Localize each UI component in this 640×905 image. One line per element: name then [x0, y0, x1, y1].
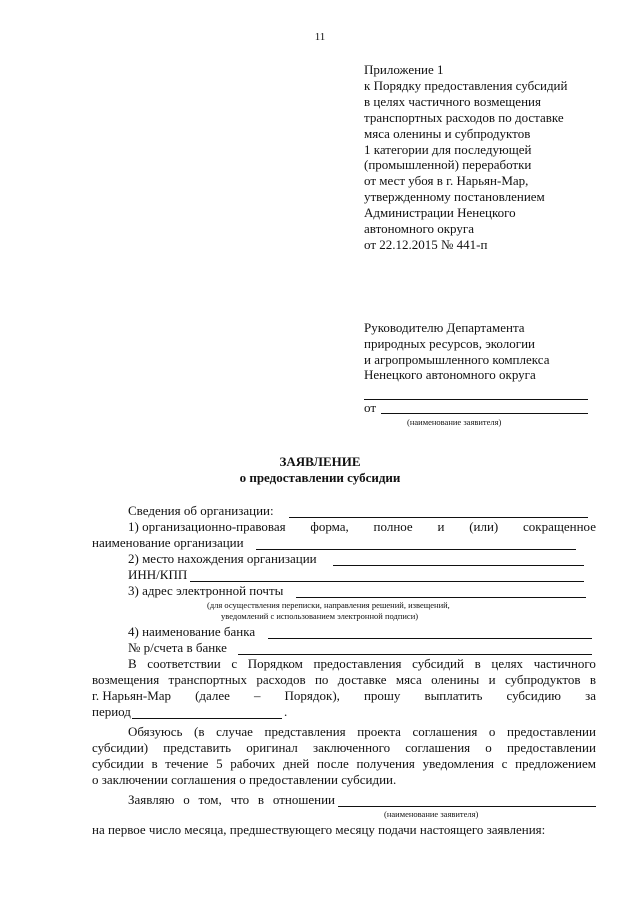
annex-line: к Порядку предоставления субсидий [364, 77, 568, 93]
word: дней [282, 756, 310, 771]
document-title: ЗАЯВЛЕНИЕ [279, 454, 361, 469]
word: частичного [533, 656, 596, 671]
org-item-2: 2) место нахождения организации [128, 551, 317, 566]
word: субпродуктов [504, 672, 581, 687]
para2-line1 [128, 724, 596, 740]
page-number: 11 [314, 31, 326, 43]
word: В [128, 656, 137, 671]
annex-line: (промышленной) переработки [364, 157, 532, 173]
period-label: период [92, 704, 131, 719]
annex-line: Приложение 1 [364, 62, 444, 77]
period-field[interactable] [132, 718, 282, 719]
word: в [589, 672, 596, 687]
annex-line: от 22.12.2015 № 441-п [364, 236, 488, 252]
word: получения [356, 756, 415, 771]
para3-line1 [128, 792, 335, 808]
word: оленины [431, 672, 480, 687]
word: представления [264, 724, 346, 739]
addressee-line: Ненецкого автономного округа [364, 367, 536, 383]
email-field[interactable] [296, 597, 586, 598]
word: с [501, 756, 508, 771]
word: том, [198, 792, 222, 807]
word: доставке [337, 672, 387, 687]
annex-line: 1 категории для последующей [364, 141, 532, 157]
word: в [257, 792, 265, 807]
word: за [585, 688, 596, 703]
word: транспортных [168, 672, 248, 687]
addressee-line: и агропромышленного комплекса [364, 351, 550, 367]
from-label: от [364, 400, 377, 415]
para1-line1 [128, 656, 596, 672]
word: мяса [395, 672, 422, 687]
inn-kpp-label: ИНН/КПП [128, 567, 188, 582]
annex-line: от мест убоя в г. Нарьян-Мар, [364, 173, 529, 189]
word: соглашения [405, 740, 471, 755]
org-item-3: 3) адрес электронной почты [128, 583, 284, 598]
document-subtitle: о предоставлении субсидии [239, 470, 401, 485]
word: субсидии) [92, 740, 149, 755]
annex-line: в целях частичного возмещения [364, 93, 541, 109]
word: (далее [195, 688, 230, 703]
period-end: . [284, 704, 288, 719]
word: предложением [515, 756, 596, 771]
word: субсидий [412, 656, 464, 671]
annex-line: утвержденному постановлением [364, 189, 545, 205]
word: Заявляю [128, 792, 175, 807]
word: о [488, 724, 496, 739]
word: уведомления [422, 756, 494, 771]
email-note-2: уведомлений с использованием электронной подписи) [221, 611, 419, 621]
addressee-line: природных ресурсов, экологии [364, 335, 535, 351]
applicant-caption-2: (наименование заявителя) [384, 809, 479, 819]
word: целях [491, 656, 524, 671]
para3-line2: на первое число месяца, предшествующего месяцу подачи настоящего заявления: [92, 822, 546, 837]
word: о [183, 792, 190, 807]
account-field[interactable] [238, 654, 592, 655]
word: предоставлении [506, 724, 596, 739]
account-label: № р/счета в банке [128, 640, 227, 655]
org-location-field[interactable] [333, 565, 584, 566]
annex-line: транспортных расходов по доставке [364, 109, 564, 125]
annex-line: Администрации Ненецкого [364, 205, 516, 221]
word: предоставлении [506, 740, 596, 755]
applicant-name-field[interactable] [381, 413, 588, 414]
word: возмещения [92, 672, 160, 687]
para2-line3 [92, 756, 596, 772]
annex-line: мяса оленины и субпродуктов [364, 125, 531, 141]
word: в [151, 756, 158, 771]
word: с [231, 656, 238, 671]
word: субсидию [506, 688, 562, 703]
addressee-blank-line[interactable] [364, 399, 588, 400]
word: Порядок), [284, 688, 340, 703]
word: сокращенное [523, 519, 596, 534]
applicant-field-2[interactable] [338, 806, 596, 807]
word: расходов [256, 672, 306, 687]
word: течение [165, 756, 209, 771]
word: в [474, 656, 481, 671]
email-note-1: (для осуществления переписки, направления решений, извещений, [207, 600, 450, 610]
org-item-4: 4) наименование банка [128, 624, 256, 639]
para1-line3 [92, 688, 596, 704]
annex-block [364, 62, 567, 253]
para2-line4: о заключении соглашения о предоставлении субсидии. [92, 772, 397, 787]
word: Обязуюсь [128, 724, 183, 739]
bank-name-field[interactable] [268, 638, 592, 639]
word: 1) организационно-правовая [128, 519, 286, 534]
para1-line2 [92, 672, 596, 688]
word: субсидии [92, 756, 144, 771]
org-item-1 [128, 519, 596, 535]
word: оригинал [246, 740, 298, 755]
word: Порядком [247, 656, 303, 671]
word: представить [163, 740, 232, 755]
word: случае [216, 724, 253, 739]
org-item-1-cont: наименование организации [92, 535, 244, 550]
word: 5 [216, 756, 223, 771]
org-name-field[interactable] [256, 549, 576, 550]
inn-kpp-field[interactable] [190, 581, 584, 582]
word: г. Нарьян-Мар [92, 688, 172, 703]
addressee-block [364, 320, 549, 383]
word: (в [194, 724, 205, 739]
word: выплатить [424, 688, 483, 703]
word: что [230, 792, 250, 807]
word: о [485, 740, 492, 755]
word: (или) [469, 519, 499, 534]
word: прошу [363, 688, 401, 703]
annex-line: автономного округа [364, 221, 474, 237]
word: отношении [272, 792, 335, 807]
word: после [316, 756, 349, 771]
word: соответствии [147, 656, 221, 671]
para2-line2 [92, 740, 596, 756]
applicant-name-caption: (наименование заявителя) [407, 417, 502, 427]
org-header-field[interactable] [289, 517, 588, 518]
word: проекта [357, 724, 401, 739]
word: по [314, 672, 329, 687]
word: соглашения [412, 724, 478, 739]
word: предоставления [313, 656, 402, 671]
addressee-line: Руководителю Департамента [364, 320, 525, 335]
word: и [437, 519, 445, 534]
word: полное [373, 519, 413, 534]
word: и [488, 672, 496, 687]
word: рабочих [230, 756, 276, 771]
word: – [253, 688, 261, 703]
org-header: Сведения об организации: [128, 503, 274, 518]
word: форма, [310, 519, 349, 534]
word: заключенного [312, 740, 391, 755]
